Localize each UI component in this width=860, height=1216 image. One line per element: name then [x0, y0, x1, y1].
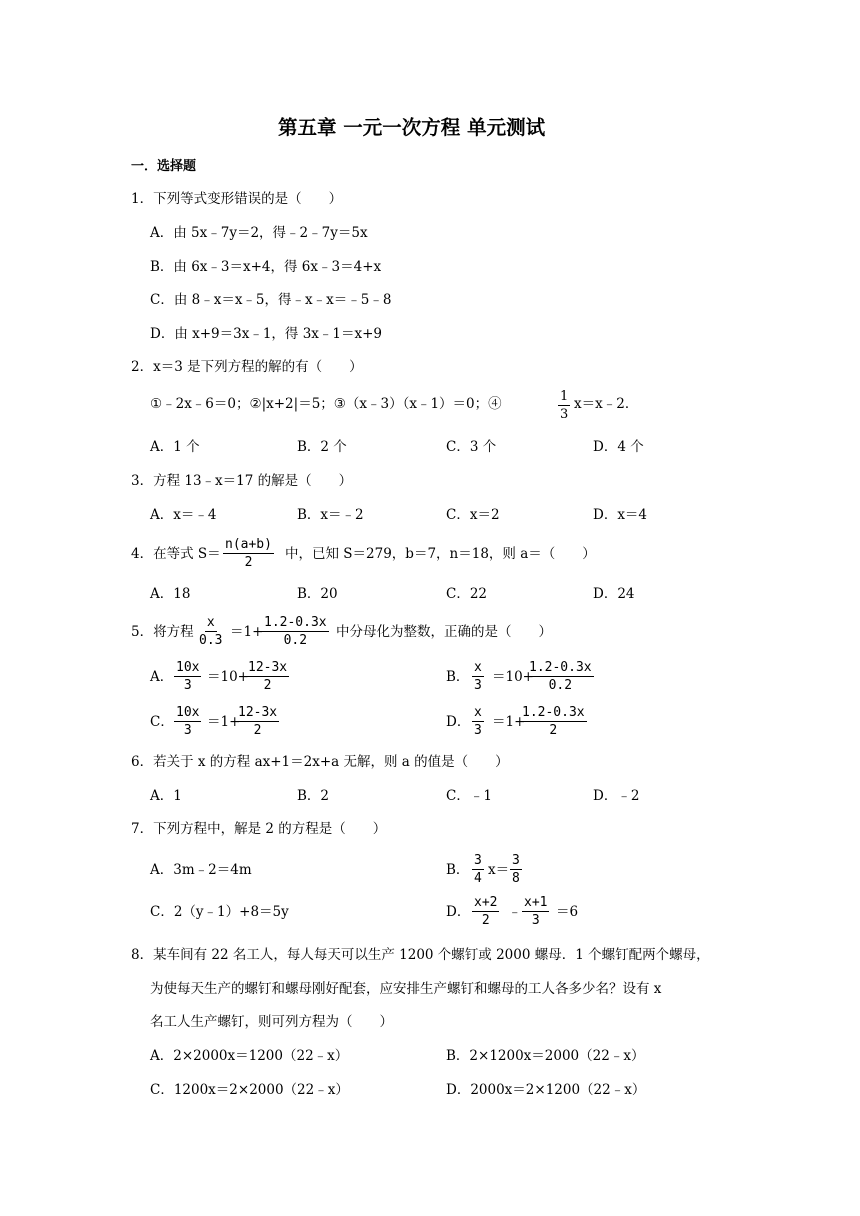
- question-4-option-c: C．22: [446, 586, 488, 602]
- question-3-option-d: D．x＝4: [593, 507, 648, 523]
- fraction-numerator: x: [474, 705, 482, 720]
- question-5-option-d-equals: ＝1+: [492, 714, 526, 730]
- question-6-option-d: D．﹣2: [593, 788, 640, 804]
- question-5-option-b-fraction-1: [472, 661, 484, 692]
- question-5-option-a-label: A．: [150, 669, 174, 685]
- fraction-numerator: 1.2-0.3x: [529, 660, 592, 675]
- fraction-denominator: 2: [253, 723, 262, 738]
- fraction-numerator: n(a+b): [225, 537, 272, 552]
- question-7-option-b-fraction-2: [510, 854, 522, 885]
- question-8-stem-line-3: 名工人生产螺钉，则可列方程为（ ）: [150, 1014, 393, 1030]
- question-5-option-b-equals: ＝10+: [492, 669, 534, 685]
- question-5-option-a-fraction-1: [174, 661, 201, 692]
- question-2-equation-tail: x＝x﹣2．: [574, 396, 639, 412]
- question-1-option-d: D．由 x+9＝3x﹣1，得 3x﹣1＝x+9: [150, 326, 383, 342]
- question-7-option-d-tail: ＝6: [556, 904, 579, 920]
- question-6-option-b: B．2: [297, 788, 330, 804]
- question-4-option-a: A．18: [150, 586, 191, 602]
- question-4-stem-prefix: 4．在等式 S＝: [131, 546, 221, 562]
- fraction-denominator: 0.2: [548, 678, 573, 693]
- question-8-option-d: D．2000x＝2×1200（22﹣x）: [446, 1082, 646, 1098]
- fraction-numerator: x+2: [474, 895, 498, 910]
- question-2-option-b: B．2 个: [297, 439, 347, 455]
- question-7-option-d-fraction-1: [472, 896, 499, 927]
- question-3-option-c: C．x＝2: [446, 507, 500, 523]
- question-5-fraction-2: [262, 616, 329, 647]
- question-4-option-d: D．24: [593, 586, 635, 602]
- question-5-option-d-label: D．: [446, 714, 471, 730]
- question-2-equations: ①﹣2x﹣6＝0；②|x+2|＝5；③（x﹣3）（x﹣1）＝0；④: [150, 396, 502, 412]
- question-4-stem-suffix: 中，已知 S＝279，b＝7，n＝18，则 a＝（ ）: [285, 546, 596, 562]
- fraction-numerator: 3: [512, 853, 520, 868]
- question-5-option-c-equals: ＝1+: [207, 714, 241, 730]
- question-5-stem-prefix: 5．将方程: [131, 624, 194, 640]
- question-5-option-d-fraction-1: [472, 706, 484, 737]
- question-8-option-a: A．2×2000x＝1200（22﹣x）: [150, 1048, 349, 1064]
- question-6-stem: 6．若关于 x 的方程 ax+1＝2x+a 无解，则 a 的值是（ ）: [131, 754, 509, 770]
- fraction-numerator: x: [206, 615, 215, 630]
- section-heading: 一．选择题: [131, 159, 197, 174]
- fraction-denominator: 3: [560, 407, 569, 422]
- fraction-numerator: 12-3x: [248, 660, 288, 675]
- question-2-option-a: A．1 个: [150, 439, 200, 455]
- question-6-option-c: C．﹣1: [446, 788, 492, 804]
- fraction-numerator: 10x: [176, 705, 200, 720]
- fraction-numerator: 10x: [176, 660, 200, 675]
- question-7-option-d-fraction-2: [522, 896, 549, 927]
- question-4-option-b: B．20: [297, 586, 338, 602]
- fraction-numerator: 12-3x: [238, 705, 278, 720]
- question-5-option-c-label: C．: [150, 714, 174, 730]
- fraction-denominator: 4: [474, 871, 482, 886]
- question-7-stem: 7．下列方程中，解是 2 的方程是（ ）: [131, 821, 387, 837]
- question-5-fraction-1: [199, 616, 222, 647]
- question-8-stem-line-2: 为使每天生产的螺钉和螺母刚好配套，应安排生产螺钉和螺母的工人各多少名？设有 x: [150, 981, 662, 997]
- question-5-equals: ＝1+: [230, 624, 264, 640]
- fraction-numerator: 3: [474, 853, 482, 868]
- fraction-denominator: 0.2: [283, 633, 308, 648]
- page-title: 第五章 一元一次方程 单元测试: [278, 116, 546, 139]
- question-1-option-a: A．由 5x﹣7y＝2，得﹣2﹣7y＝5x: [150, 225, 368, 241]
- fraction-denominator: 3: [531, 913, 540, 928]
- question-5-option-d-fraction-2: [520, 706, 587, 737]
- question-7-option-b-fraction-1: [472, 854, 484, 885]
- fraction-denominator: 3: [183, 678, 192, 693]
- question-2-option-d: D．4 个: [593, 439, 644, 455]
- question-8-option-b: B．2×1200x＝2000（22﹣x）: [446, 1048, 645, 1064]
- question-2-option-c: C．3 个: [446, 439, 497, 455]
- question-7-option-a: A．3m﹣2＝4m: [150, 862, 252, 878]
- question-1-option-c: C．由 8﹣x＝x﹣5，得﹣x﹣x＝﹣5﹣8: [150, 292, 392, 308]
- fraction-numerator: 1: [560, 389, 569, 404]
- question-5-option-a-fraction-2: [246, 661, 289, 692]
- fraction-denominator: 2: [244, 555, 253, 570]
- question-5-option-c-fraction-2: [236, 706, 279, 737]
- question-4-fraction: [223, 538, 274, 569]
- question-7-option-c: C．2（y﹣1）+8＝5y: [150, 904, 289, 920]
- question-7-option-d-label: D．: [446, 904, 471, 920]
- fraction-denominator: 3: [183, 723, 192, 738]
- fraction-numerator: x: [474, 660, 482, 675]
- question-7-option-d-minus: ﹣: [508, 904, 522, 920]
- question-5-stem-suffix: 中分母化为整数，正确的是（ ）: [336, 624, 552, 640]
- question-5-option-c-fraction-1: [174, 706, 201, 737]
- question-7-option-b-label: B．: [446, 862, 470, 878]
- fraction-denominator: 0.3: [199, 633, 223, 648]
- fraction-denominator: 8: [512, 871, 520, 886]
- fraction-numerator: x+1: [524, 895, 548, 910]
- question-5-option-a-equals: ＝10+: [207, 669, 249, 685]
- question-1-stem: 1．下列等式变形错误的是（ ）: [131, 191, 343, 207]
- fraction-denominator: 3: [474, 678, 482, 693]
- question-2-stem: 2．x＝3 是下列方程的解的有（ ）: [131, 359, 363, 375]
- question-8-stem-line-1: 8．某车间有 22 名工人，每人每天可以生产 1200 个螺钉或 2000 螺母．1 个螺钉配两个螺母，: [131, 947, 710, 963]
- fraction-denominator: 2: [549, 723, 558, 738]
- question-2-fraction: [558, 390, 570, 421]
- question-8-option-c: C．1200x＝2×2000（22﹣x）: [150, 1082, 349, 1098]
- fraction-numerator: 1.2-0.3x: [522, 705, 585, 720]
- question-5-option-b-label: B．: [446, 669, 470, 685]
- question-3-stem: 3．方程 13﹣x＝17 的解是（ ）: [131, 473, 353, 489]
- fraction-denominator: 2: [481, 913, 490, 928]
- fraction-denominator: 3: [474, 723, 482, 738]
- question-3-option-b: B．x＝﹣2: [297, 507, 364, 523]
- question-1-option-b: B．由 6x﹣3＝x+4，得 6x﹣3＝4+x: [150, 259, 382, 275]
- question-7-option-b-equals: x＝: [488, 862, 510, 878]
- fraction-denominator: 2: [263, 678, 272, 693]
- question-6-option-a: A．1: [150, 788, 182, 804]
- question-3-option-a: A．x＝﹣4: [150, 507, 217, 523]
- question-5-option-b-fraction-2: [527, 661, 594, 692]
- fraction-numerator: 1.2-0.3x: [264, 615, 327, 630]
